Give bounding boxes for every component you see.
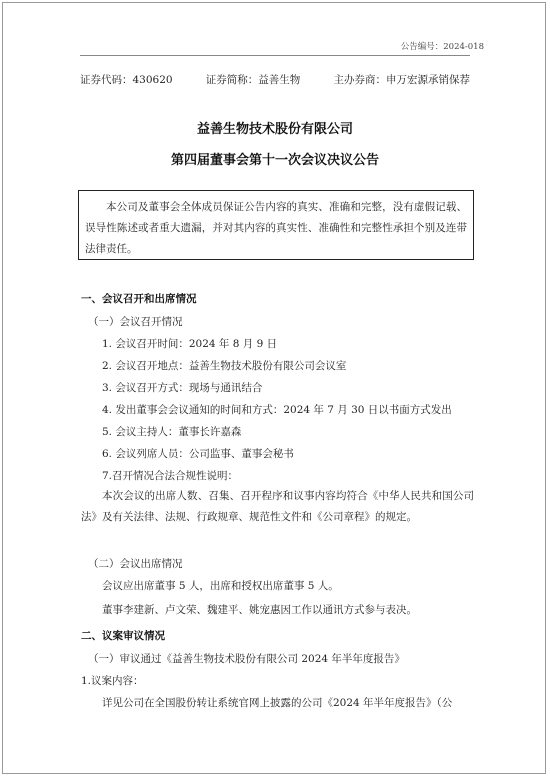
header-rule — [80, 55, 470, 56]
subsection-attendance: （二）会议出席情况 — [88, 558, 183, 570]
resolution-title: （一）审议通过《益善生物技术股份有限公司 2024 年半年度报告》 — [88, 653, 405, 665]
company-title: 益善生物技术股份有限公司 — [196, 122, 353, 137]
disclaimer-box: 本公司及董事会全体成员保证公告内容的真实、准确和完整，没有虚假记载、误导性陈述或者重大遗漏，并对其内容的真实性、准确性和完整性承担个别及连带法律责任。 — [78, 190, 474, 260]
legality-statement: 本次会议的出席人数、召集、召开程序和议事内容均符合《中华人民共和国公司法》及有关法律、法规、行政规章、规范性文件和《公司章程》的规定。 — [81, 490, 474, 523]
security-code: 证券代码：430620 — [80, 74, 173, 86]
attendance-count: 会议应出席董事 5 人，出席和授权出席董事 5 人。 — [102, 580, 339, 592]
list-item: 5. 会议主持人：董事长许嘉森 — [102, 426, 242, 438]
security-short-name: 证券简称：益善生物 — [205, 74, 301, 86]
subsection-meeting-convening: （一）会议召开情况 — [88, 316, 183, 328]
security-info-line — [80, 72, 470, 87]
section-2-heading: 二、议案审议情况 — [81, 630, 165, 642]
sponsor-broker: 主办券商：申万宏源承销保荐 — [333, 74, 470, 86]
list-item: 1. 会议召开时间：2024 年 8 月 9 日 — [102, 338, 278, 350]
remote-participation: 董事李建新、卢文荣、魏建平、姚宠惠因工作以通讯方式参与表决。 — [102, 604, 417, 616]
section-1-heading: 一、会议召开和出席情况 — [81, 293, 197, 305]
proposal-content: 详见公司在全国股份转让系统官网上披露的公司《2024 年半年度报告》（公 — [102, 697, 453, 709]
announcement-title: 第四届董事会第十一次会议决议公告 — [170, 153, 379, 168]
announcement-number: 公告编号：2024-018 — [400, 42, 484, 52]
list-item: 6. 会议列席人员：公司监事、董事会秘书 — [102, 448, 294, 460]
list-item: 7.召开情况合法合规性说明： — [102, 470, 239, 482]
proposal-content-label: 1.议案内容： — [81, 675, 144, 687]
list-item: 4. 发出董事会会议通知的时间和方式：2024 年 7 月 30 日以书面方式发出 — [102, 404, 452, 416]
list-item: 3. 会议召开方式：现场与通讯结合 — [102, 382, 263, 394]
list-item: 2. 会议召开地点：益善生物技术股份有限公司会议室 — [102, 360, 347, 372]
